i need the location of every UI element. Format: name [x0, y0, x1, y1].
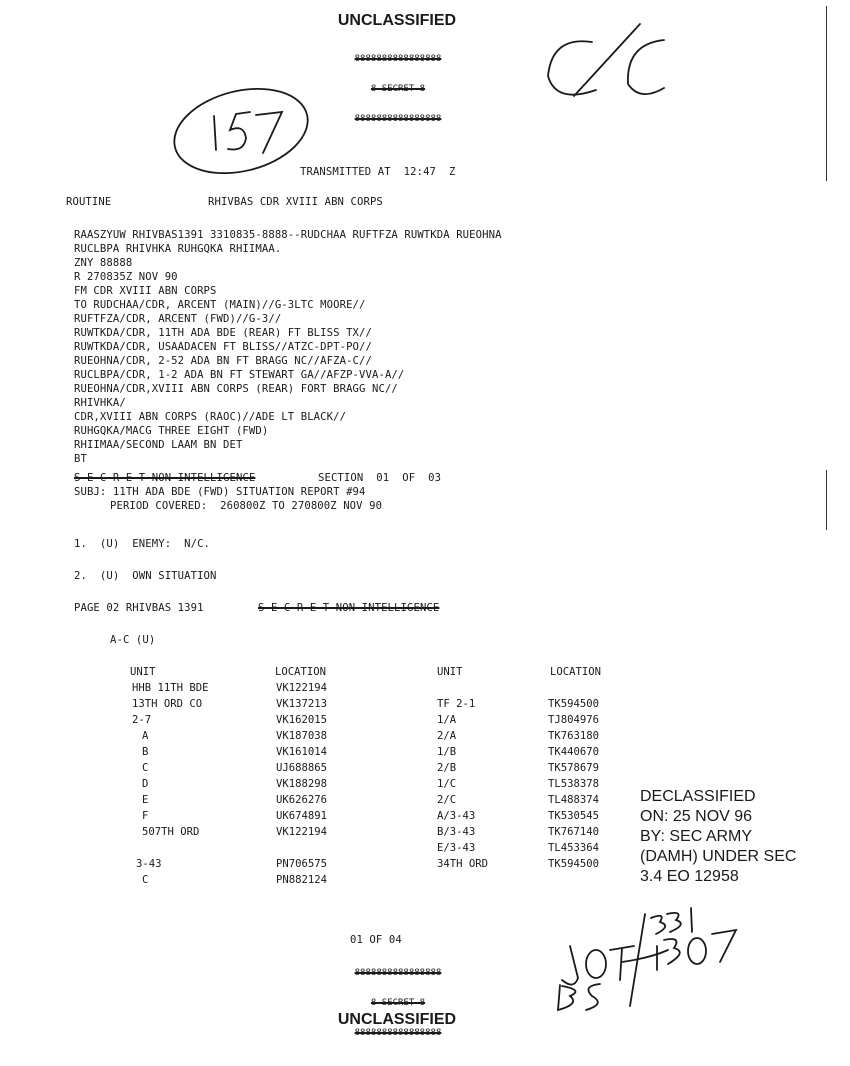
declass-line: (DAMH) UNDER SEC — [640, 848, 797, 865]
table-cell-unit: A — [142, 730, 149, 742]
table-cell-location: UJ688865 — [276, 762, 328, 774]
table-cell-unit: 3-43 — [136, 858, 162, 870]
msg-line: RAASZYUW RHIVBAS1391 3310835-8888--RUDCHAA RUFTFZA RUWTKDA RUEOHNA — [74, 229, 502, 241]
digit-1a — [691, 908, 692, 932]
msg-line: RUCLBPA/CDR, 1-2 ADA BN FT STEWART GA//AFZP-VVA-A// — [74, 369, 405, 381]
item-enemy: 1. (U) ENEMY: N/C. — [74, 538, 211, 550]
table-cell-location: PN882124 — [276, 874, 328, 886]
table-cell-unit: D — [142, 778, 149, 790]
section-caveat: S E C R E T NON INTELLIGENCE — [74, 472, 256, 484]
table-cell-location: TK594500 — [548, 698, 600, 710]
digit-7b — [712, 930, 736, 962]
marking-bottom-line-3: 8888888888888888 — [354, 1028, 442, 1038]
c-letter-1 — [548, 41, 596, 94]
table-cell-unit: 34TH ORD — [437, 858, 489, 870]
msg-line: RUEOHNA/CDR, 2-52 ADA BN FT BRAGG NC//AFZA-C// — [74, 355, 372, 367]
letter-o — [586, 950, 606, 978]
table-cell-unit: F — [142, 810, 149, 822]
letter-t — [610, 946, 634, 980]
letter-s — [586, 984, 600, 1010]
period-covered: PERIOD COVERED: 260800Z TO 270800Z NOV 90 — [110, 500, 383, 512]
letter-b — [558, 985, 575, 1010]
c-letter-2 — [628, 40, 664, 94]
page-line-caveat: S E C R E T NON INTELLIGENCE — [258, 602, 440, 614]
marking-bottom — [334, 948, 462, 1058]
circle-mark — [165, 76, 316, 187]
marking-top-line-3: 8888888888888888 — [354, 114, 442, 124]
table-cell-location: PN706575 — [276, 858, 328, 870]
msg-line: BT — [74, 453, 87, 465]
declass-line: DECLASSIFIED — [640, 788, 756, 805]
table-cell-location: TK440670 — [548, 746, 600, 758]
table-header: UNIT — [130, 666, 156, 678]
msg-line: TO RUDCHAA/CDR, ARCENT (MAIN)//G-3LTC MOORE// — [74, 299, 366, 311]
digit-1-stroke — [214, 116, 216, 150]
table-cell-unit: E/3-43 — [437, 842, 476, 854]
letter-j — [562, 946, 578, 985]
table-cell-unit: B/3-43 — [437, 826, 476, 838]
table-cell-unit: 507TH ORD — [142, 826, 200, 838]
table-cell-location: UK674891 — [276, 810, 328, 822]
table-cell-location: VK161014 — [276, 746, 328, 758]
table-cell-unit: 2/B — [437, 762, 457, 774]
table-header: LOCATION — [275, 666, 327, 678]
table-cell-unit: B — [142, 746, 149, 758]
marking-bottom-line-2: 8 SECRET 8 — [370, 998, 426, 1008]
underline-stroke — [622, 950, 668, 962]
table-cell-location: TK578679 — [548, 762, 600, 774]
table-cell-location: TK594500 — [548, 858, 600, 870]
declass-line: ON: 25 NOV 96 — [640, 808, 753, 825]
digit-7-stroke — [256, 112, 282, 153]
page-line-prefix: PAGE 02 RHIVBAS 1391 — [74, 602, 204, 614]
table-cell-unit: 1/C — [437, 778, 457, 790]
table-cell-location: VK188298 — [276, 778, 328, 790]
digit-3b — [667, 913, 681, 932]
page-count: 01 OF 04 — [350, 934, 402, 946]
table-cell-unit: 2/C — [437, 794, 457, 806]
declass-line: BY: SEC ARMY — [640, 828, 753, 845]
table-cell-unit: C — [142, 762, 149, 774]
table-cell-location: VK122194 — [276, 682, 328, 694]
digit-0 — [688, 938, 706, 964]
digit-3a — [651, 916, 665, 934]
table-cell-unit: E — [142, 794, 149, 806]
table-cell-unit: 1/B — [437, 746, 457, 758]
slash-mark — [574, 24, 640, 96]
originator: RHIVBAS CDR XVIII ABN CORPS — [208, 196, 383, 208]
marking-top-line-2: 8 SECRET 8 — [370, 84, 426, 94]
table-cell-unit: C — [142, 874, 149, 886]
msg-line: RUWTKDA/CDR, 11TH ADA BDE (REAR) FT BLISS TX// — [74, 327, 372, 339]
table-cell-location: UK626276 — [276, 794, 328, 806]
msg-line: CDR,XVIII ABN CORPS (RAOC)//ADE LT BLACK// — [74, 411, 347, 423]
table-cell-unit: 2-7 — [132, 714, 152, 726]
table-header: LOCATION — [550, 666, 602, 678]
msg-line: RHIVHKA/ — [74, 397, 126, 409]
table-cell-location: VK122194 — [276, 826, 328, 838]
table-cell-unit: TF 2-1 — [437, 698, 476, 710]
marking-bottom-line-1: 8888888888888888 — [354, 968, 442, 978]
marking-top-line-1: 8888888888888888 — [354, 54, 442, 64]
table-header: UNIT — [437, 666, 463, 678]
precedence: ROUTINE — [66, 196, 112, 208]
table-cell-location: TL488374 — [548, 794, 600, 806]
table-cell-location: VK162015 — [276, 714, 328, 726]
msg-line: RUWTKDA/CDR, USAADACEN FT BLISS//ATZC-DPT-PO// — [74, 341, 372, 353]
table-cell-location: VK137213 — [276, 698, 328, 710]
table-cell-unit: A/3-43 — [437, 810, 476, 822]
msg-line: RUHGQKA/MACG THREE EIGHT (FWD) — [74, 425, 269, 437]
table-cell-unit: HHB 11TH BDE — [132, 682, 209, 694]
declassification-stamp — [640, 787, 796, 887]
transmitted-at: TRANSMITTED AT 12:47 Z — [300, 166, 456, 178]
msg-line: FM CDR XVIII ABN CORPS — [74, 285, 217, 297]
table-cell-unit: 1/A — [437, 714, 457, 726]
table-cell-location: TL453364 — [548, 842, 600, 854]
table-cell-location: VK187038 — [276, 730, 328, 742]
msg-line: RUEOHNA/CDR,XVIII ABN CORPS (REAR) FORT BRAGG NC// — [74, 383, 398, 395]
table-cell-location: TK530545 — [548, 810, 600, 822]
table-cell-unit: 13TH ORD CO — [132, 698, 203, 710]
subject-line: SUBJ: 11TH ADA BDE (FWD) SITUATION REPORT #94 — [74, 486, 366, 498]
table-cell-location: TK767140 — [548, 826, 600, 838]
table-cell-location: TK763180 — [548, 730, 600, 742]
section-label: SECTION 01 OF 03 — [318, 472, 442, 484]
declass-line: 3.4 EO 12958 — [640, 868, 739, 885]
subsection-label: A-C (U) — [110, 634, 156, 646]
classification-bottom: UNCLASSIFIED — [337, 1011, 457, 1028]
msg-line: RHIIMAA/SECOND LAAM BN DET — [74, 439, 243, 451]
classification-top: UNCLASSIFIED — [337, 12, 457, 29]
item-own-situation: 2. (U) OWN SITUATION — [74, 570, 217, 582]
table-cell-unit: 2/A — [437, 730, 457, 742]
digit-5-stroke — [228, 114, 246, 150]
table-cell-location: TL538378 — [548, 778, 600, 790]
msg-line: ZNY 88888 — [74, 257, 133, 269]
msg-line: R 270835Z NOV 90 — [74, 271, 178, 283]
table-cell-location: TJ804976 — [548, 714, 600, 726]
msg-line: RUCLBPA RHIVHKA RUHGQKA RHIIMAA. — [74, 243, 282, 255]
msg-line: RUFTFZA/CDR, ARCENT (FWD)//G-3// — [74, 313, 282, 325]
digit-5-top — [236, 112, 250, 114]
